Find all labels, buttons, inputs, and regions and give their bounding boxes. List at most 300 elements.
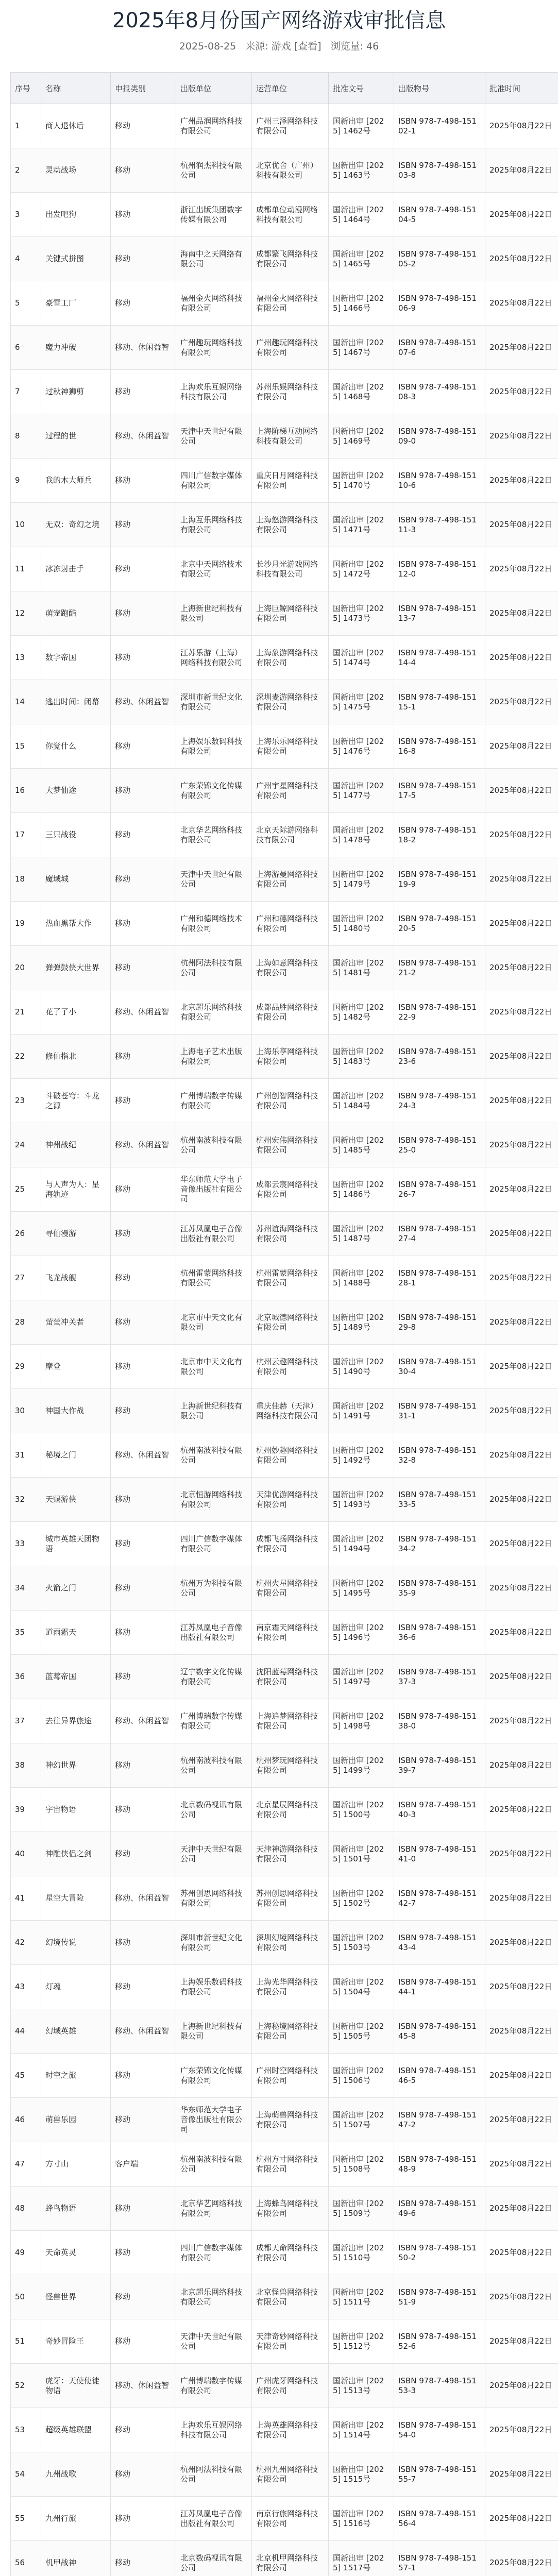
cell-publisher: 上海电子艺术出版有限公司 bbox=[176, 1035, 252, 1079]
cell-category: 移动、休闲益智 bbox=[111, 2009, 176, 2054]
cell-operator: 深圳幻境网络科技有限公司 bbox=[252, 1921, 329, 1965]
cell-publisher: 广州博瑞数字传媒有限公司 bbox=[176, 1079, 252, 1123]
cell-isbn: ISBN 978-7-498-15149-6 bbox=[394, 2187, 485, 2231]
cell-name: 三只战役 bbox=[41, 813, 111, 857]
cell-publisher: 北京恒游网络科技有限公司 bbox=[176, 1478, 252, 1522]
cell-date: 2025年08月22日 bbox=[485, 1699, 558, 1743]
cell-no: 10 bbox=[11, 503, 41, 547]
table-row bbox=[11, 1300, 558, 1345]
cell-date: 2025年08月22日 bbox=[485, 902, 558, 946]
table-row bbox=[11, 946, 558, 990]
cell-name: 秘境之门 bbox=[41, 1433, 111, 1478]
cell-category: 移动 bbox=[111, 1212, 176, 1256]
cell-approval-no: 国新出审 [2025] 1505号 bbox=[329, 2009, 394, 2054]
cell-operator: 深圳麦游网络科技有限公司 bbox=[252, 680, 329, 724]
cell-name: 宇宙物语 bbox=[41, 1788, 111, 1832]
cell-approval-no: 国新出审 [2025] 1511号 bbox=[329, 2275, 394, 2319]
cell-date: 2025年08月22日 bbox=[485, 1965, 558, 2009]
cell-approval-no: 国新出审 [2025] 1475号 bbox=[329, 680, 394, 724]
table-row bbox=[11, 370, 558, 414]
cell-approval-no: 国新出审 [2025] 1471号 bbox=[329, 503, 394, 547]
cell-operator: 北京城德网络科技有限公司 bbox=[252, 1300, 329, 1345]
cell-publisher: 北京市中天文化有限公司 bbox=[176, 1345, 252, 1389]
cell-approval-no: 国新出审 [2025] 1499号 bbox=[329, 1743, 394, 1788]
cell-category: 移动 bbox=[111, 1611, 176, 1655]
cell-no: 50 bbox=[11, 2275, 41, 2319]
cell-approval-no: 国新出审 [2025] 1479号 bbox=[329, 857, 394, 902]
cell-name: 幻境传说 bbox=[41, 1921, 111, 1965]
cell-approval-no: 国新出审 [2025] 1501号 bbox=[329, 1832, 394, 1876]
cell-category: 移动、休闲益智 bbox=[111, 990, 176, 1035]
cell-date: 2025年08月22日 bbox=[485, 2408, 558, 2452]
cell-category: 移动 bbox=[111, 1035, 176, 1079]
cell-approval-no: 国新出审 [2025] 1466号 bbox=[329, 281, 394, 326]
cell-no: 25 bbox=[11, 1167, 41, 1212]
cell-no: 23 bbox=[11, 1079, 41, 1123]
cell-isbn: ISBN 978-7-498-15138-0 bbox=[394, 1699, 485, 1743]
cell-isbn: ISBN 978-7-498-15121-2 bbox=[394, 946, 485, 990]
table-row bbox=[11, 1522, 558, 1566]
cell-date: 2025年08月22日 bbox=[485, 1300, 558, 1345]
cell-category: 移动 bbox=[111, 370, 176, 414]
cell-operator: 北京机甲网络科技有限公司 bbox=[252, 2541, 329, 2576]
table-row bbox=[11, 1212, 558, 1256]
cell-publisher: 广州品润网络科技有限公司 bbox=[176, 104, 252, 148]
cell-approval-no: 国新出审 [2025] 1489号 bbox=[329, 1300, 394, 1345]
cell-date: 2025年08月22日 bbox=[485, 1079, 558, 1123]
cell-category: 移动 bbox=[111, 1522, 176, 1566]
cell-category: 移动 bbox=[111, 1300, 176, 1345]
cell-isbn: ISBN 978-7-498-15139-7 bbox=[394, 1743, 485, 1788]
table-row bbox=[11, 1655, 558, 1699]
cell-date: 2025年08月22日 bbox=[485, 2541, 558, 2576]
cell-date: 2025年08月22日 bbox=[485, 857, 558, 902]
cell-category: 移动 bbox=[111, 503, 176, 547]
cell-isbn: ISBN 978-7-498-15133-5 bbox=[394, 1478, 485, 1522]
cell-category: 移动 bbox=[111, 2497, 176, 2541]
cell-operator: 杭州云趣网络科技有限公司 bbox=[252, 1345, 329, 1389]
table-row bbox=[11, 1566, 558, 1611]
cell-name: 萌兽乐园 bbox=[41, 2098, 111, 2142]
cell-category: 移动 bbox=[111, 1478, 176, 1522]
cell-isbn: ISBN 978-7-498-15150-2 bbox=[394, 2231, 485, 2275]
cell-operator: 上海象游网络科技有限公司 bbox=[252, 636, 329, 680]
cell-approval-no: 国新出审 [2025] 1502号 bbox=[329, 1876, 394, 1921]
cell-publisher: 海南中之天网络有限公司 bbox=[176, 237, 252, 281]
cell-operator: 广州创智网络科技有限公司 bbox=[252, 1079, 329, 1123]
cell-name: 怪兽世界 bbox=[41, 2275, 111, 2319]
table-row bbox=[11, 193, 558, 237]
cell-publisher: 辽宁数字文化传媒有限公司 bbox=[176, 1655, 252, 1699]
cell-date: 2025年08月22日 bbox=[485, 946, 558, 990]
cell-approval-no: 国新出审 [2025] 1516号 bbox=[329, 2497, 394, 2541]
table-row bbox=[11, 1699, 558, 1743]
cell-category: 移动 bbox=[111, 2541, 176, 2576]
cell-name: 逃出时间：闭幕 bbox=[41, 680, 111, 724]
cell-category: 移动 bbox=[111, 1079, 176, 1123]
cell-no: 44 bbox=[11, 2009, 41, 2054]
table-row bbox=[11, 2408, 558, 2452]
cell-approval-no: 国新出审 [2025] 1493号 bbox=[329, 1478, 394, 1522]
cell-name: 你觉什么 bbox=[41, 724, 111, 769]
cell-category: 移动 bbox=[111, 1389, 176, 1433]
cell-approval-no: 国新出审 [2025] 1507号 bbox=[329, 2098, 394, 2142]
cell-approval-no: 国新出审 [2025] 1467号 bbox=[329, 326, 394, 370]
cell-publisher: 北京数码视讯有限公司 bbox=[176, 1788, 252, 1832]
table-row bbox=[11, 2231, 558, 2275]
cell-date: 2025年08月22日 bbox=[485, 2142, 558, 2187]
cell-category: 移动 bbox=[111, 459, 176, 503]
cell-date: 2025年08月22日 bbox=[485, 591, 558, 636]
cell-name: 神幻世界 bbox=[41, 1743, 111, 1788]
cell-name: 摩登 bbox=[41, 1345, 111, 1389]
cell-date: 2025年08月22日 bbox=[485, 769, 558, 813]
cell-name: 火箭之门 bbox=[41, 1566, 111, 1611]
cell-operator: 上海游曼网络科技有限公司 bbox=[252, 857, 329, 902]
cell-category: 移动 bbox=[111, 2408, 176, 2452]
cell-isbn: ISBN 978-7-498-15140-3 bbox=[394, 1788, 485, 1832]
cell-name: 修仙指北 bbox=[41, 1035, 111, 1079]
cell-operator: 天津优游网络科技有限公司 bbox=[252, 1478, 329, 1522]
cell-approval-no: 国新出审 [2025] 1482号 bbox=[329, 990, 394, 1035]
cell-no: 26 bbox=[11, 1212, 41, 1256]
table-row bbox=[11, 503, 558, 547]
cell-category: 移动、休闲益智 bbox=[111, 1876, 176, 1921]
cell-publisher: 四川广信数字媒体有限公司 bbox=[176, 2231, 252, 2275]
cell-category: 移动、休闲益智 bbox=[111, 1433, 176, 1478]
cell-approval-no: 国新出审 [2025] 1494号 bbox=[329, 1522, 394, 1566]
cell-approval-no: 国新出审 [2025] 1465号 bbox=[329, 237, 394, 281]
cell-category: 移动 bbox=[111, 813, 176, 857]
table-row bbox=[11, 2054, 558, 2098]
page-title: 2025年8月份国产网络游戏审批信息 bbox=[112, 9, 446, 32]
cell-no: 45 bbox=[11, 2054, 41, 2098]
table-row bbox=[11, 1788, 558, 1832]
cell-no: 49 bbox=[11, 2231, 41, 2275]
cell-date: 2025年08月22日 bbox=[485, 1832, 558, 1876]
cell-no: 33 bbox=[11, 1522, 41, 1566]
cell-category: 移动 bbox=[111, 591, 176, 636]
cell-no: 7 bbox=[11, 370, 41, 414]
cell-isbn: ISBN 978-7-498-15136-6 bbox=[394, 1611, 485, 1655]
cell-approval-no: 国新出审 [2025] 1512号 bbox=[329, 2319, 394, 2364]
cell-no: 24 bbox=[11, 1123, 41, 1167]
cell-date: 2025年08月22日 bbox=[485, 326, 558, 370]
table-row bbox=[11, 1079, 558, 1123]
cell-category: 移动、休闲益智 bbox=[111, 1123, 176, 1167]
table-row bbox=[11, 769, 558, 813]
cell-publisher: 北京华艺网络科技有限公司 bbox=[176, 813, 252, 857]
table-row bbox=[11, 2098, 558, 2142]
cell-isbn: ISBN 978-7-498-15137-3 bbox=[394, 1655, 485, 1699]
cell-name: 蜂鸟物语 bbox=[41, 2187, 111, 2231]
cell-approval-no: 国新出审 [2025] 1510号 bbox=[329, 2231, 394, 2275]
table-row bbox=[11, 326, 558, 370]
cell-no: 15 bbox=[11, 724, 41, 769]
cell-publisher: 广东荣锦文化传媒有限公司 bbox=[176, 2054, 252, 2098]
cell-name: 时空之旅 bbox=[41, 2054, 111, 2098]
cell-date: 2025年08月22日 bbox=[485, 1788, 558, 1832]
cell-name: 幻域英雄 bbox=[41, 2009, 111, 2054]
cell-approval-no: 国新出审 [2025] 1469号 bbox=[329, 414, 394, 459]
table-row bbox=[11, 2187, 558, 2231]
cell-isbn: ISBN 978-7-498-15155-7 bbox=[394, 2452, 485, 2497]
cell-date: 2025年08月22日 bbox=[485, 547, 558, 591]
col-header-category: 申报类别 bbox=[111, 73, 176, 104]
cell-no: 29 bbox=[11, 1345, 41, 1389]
cell-date: 2025年08月22日 bbox=[485, 281, 558, 326]
cell-approval-no: 国新出审 [2025] 1476号 bbox=[329, 724, 394, 769]
cell-date: 2025年08月22日 bbox=[485, 104, 558, 148]
table-row bbox=[11, 1921, 558, 1965]
cell-approval-no: 国新出审 [2025] 1496号 bbox=[329, 1611, 394, 1655]
cell-no: 9 bbox=[11, 459, 41, 503]
cell-approval-no: 国新出审 [2025] 1487号 bbox=[329, 1212, 394, 1256]
cell-publisher: 广州和德网络技术有限公司 bbox=[176, 902, 252, 946]
publish-date: 2025-08-25 bbox=[179, 41, 236, 52]
cell-date: 2025年08月22日 bbox=[485, 2231, 558, 2275]
cell-publisher: 北京中天网络技术有限公司 bbox=[176, 547, 252, 591]
cell-category: 移动 bbox=[111, 2452, 176, 2497]
cell-operator: 上海英雄网络科技有限公司 bbox=[252, 2408, 329, 2452]
cell-isbn: ISBN 978-7-498-15147-2 bbox=[394, 2098, 485, 2142]
cell-approval-no: 国新出审 [2025] 1515号 bbox=[329, 2452, 394, 2497]
cell-isbn: ISBN 978-7-498-15113-7 bbox=[394, 591, 485, 636]
cell-no: 8 bbox=[11, 414, 41, 459]
cell-name: 萌宠跑酷 bbox=[41, 591, 111, 636]
cell-approval-no: 国新出审 [2025] 1468号 bbox=[329, 370, 394, 414]
cell-name: 弹弹鼓侠大世界 bbox=[41, 946, 111, 990]
table-row bbox=[11, 990, 558, 1035]
cell-operator: 上海乐乐网络科技有限公司 bbox=[252, 724, 329, 769]
cell-no: 20 bbox=[11, 946, 41, 990]
cell-approval-no: 国新出审 [2025] 1514号 bbox=[329, 2408, 394, 2452]
cell-name: 九州行旅 bbox=[41, 2497, 111, 2541]
cell-name: 寻仙漫游 bbox=[41, 1212, 111, 1256]
cell-approval-no: 国新出审 [2025] 1473号 bbox=[329, 591, 394, 636]
cell-publisher: 杭州阿法科技有限公司 bbox=[176, 2452, 252, 2497]
cell-name: 蓝莓帝国 bbox=[41, 1655, 111, 1699]
cell-category: 移动 bbox=[111, 902, 176, 946]
cell-category: 移动 bbox=[111, 2054, 176, 2098]
table-row bbox=[11, 1345, 558, 1389]
table-row bbox=[11, 148, 558, 193]
cell-category: 移动 bbox=[111, 104, 176, 148]
cell-category: 移动 bbox=[111, 724, 176, 769]
cell-no: 52 bbox=[11, 2364, 41, 2408]
source-link[interactable]: 来源: 游戏 [查看] bbox=[245, 41, 322, 52]
cell-isbn: ISBN 978-7-498-15124-3 bbox=[394, 1079, 485, 1123]
cell-approval-no: 国新出审 [2025] 1470号 bbox=[329, 459, 394, 503]
cell-date: 2025年08月22日 bbox=[485, 1655, 558, 1699]
table-row bbox=[11, 724, 558, 769]
cell-name: 城市英雄天团物语 bbox=[41, 1522, 111, 1566]
cell-publisher: 天津中天世纪有限公司 bbox=[176, 857, 252, 902]
table-row bbox=[11, 813, 558, 857]
cell-date: 2025年08月22日 bbox=[485, 990, 558, 1035]
cell-isbn: ISBN 978-7-498-15152-6 bbox=[394, 2319, 485, 2364]
cell-isbn: ISBN 978-7-498-15117-5 bbox=[394, 769, 485, 813]
cell-approval-no: 国新出审 [2025] 1463号 bbox=[329, 148, 394, 193]
cell-category: 移动 bbox=[111, 1832, 176, 1876]
cell-name: 超级英雄联盟 bbox=[41, 2408, 111, 2452]
cell-isbn: ISBN 978-7-498-15148-9 bbox=[394, 2142, 485, 2187]
cell-isbn: ISBN 978-7-498-15120-5 bbox=[394, 902, 485, 946]
cell-operator: 天津神游网络科技有限公司 bbox=[252, 1832, 329, 1876]
table-row bbox=[11, 1167, 558, 1212]
cell-isbn: ISBN 978-7-498-15128-1 bbox=[394, 1256, 485, 1300]
cell-approval-no: 国新出审 [2025] 1486号 bbox=[329, 1167, 394, 1212]
cell-operator: 广州时空网络科技有限公司 bbox=[252, 2054, 329, 2098]
cell-date: 2025年08月22日 bbox=[485, 1522, 558, 1566]
cell-isbn: ISBN 978-7-498-15112-0 bbox=[394, 547, 485, 591]
cell-isbn: ISBN 978-7-498-15134-2 bbox=[394, 1522, 485, 1566]
table-row bbox=[11, 547, 558, 591]
cell-isbn: ISBN 978-7-498-15130-4 bbox=[394, 1345, 485, 1389]
cell-publisher: 北京超乐网络科技有限公司 bbox=[176, 2275, 252, 2319]
cell-publisher: 江苏乐游（上海）网络科技有限公司 bbox=[176, 636, 252, 680]
table-row bbox=[11, 591, 558, 636]
cell-approval-no: 国新出审 [2025] 1464号 bbox=[329, 193, 394, 237]
cell-isbn: ISBN 978-7-498-15105-2 bbox=[394, 237, 485, 281]
cell-no: 53 bbox=[11, 2408, 41, 2452]
cell-approval-no: 国新出审 [2025] 1492号 bbox=[329, 1433, 394, 1478]
cell-operator: 广州和德网络科技有限公司 bbox=[252, 902, 329, 946]
cell-date: 2025年08月22日 bbox=[485, 237, 558, 281]
cell-name: 花了了小 bbox=[41, 990, 111, 1035]
cell-category: 移动 bbox=[111, 1167, 176, 1212]
cell-name: 神国大作战 bbox=[41, 1389, 111, 1433]
cell-publisher: 福州金火网络科技有限公司 bbox=[176, 281, 252, 326]
cell-date: 2025年08月22日 bbox=[485, 813, 558, 857]
cell-operator: 北京天际游网络科技有限公司 bbox=[252, 813, 329, 857]
table-row bbox=[11, 2319, 558, 2364]
cell-date: 2025年08月22日 bbox=[485, 1921, 558, 1965]
cell-approval-no: 国新出审 [2025] 1508号 bbox=[329, 2142, 394, 2187]
cell-isbn: ISBN 978-7-498-15143-4 bbox=[394, 1921, 485, 1965]
cell-name: 去往异界旅途 bbox=[41, 1699, 111, 1743]
cell-category: 移动 bbox=[111, 1965, 176, 2009]
cell-isbn: ISBN 978-7-498-15151-9 bbox=[394, 2275, 485, 2319]
cell-name: 灯魂 bbox=[41, 1965, 111, 2009]
table-row bbox=[11, 2364, 558, 2408]
cell-name: 热血黑帮大作 bbox=[41, 902, 111, 946]
cell-date: 2025年08月22日 bbox=[485, 2054, 558, 2098]
cell-approval-no: 国新出审 [2025] 1478号 bbox=[329, 813, 394, 857]
cell-publisher: 上海新世纪科技有限公司 bbox=[176, 591, 252, 636]
table-row bbox=[11, 459, 558, 503]
cell-publisher: 广州博瑞数字传媒有限公司 bbox=[176, 2364, 252, 2408]
cell-name: 斗破苍穹：斗龙之源 bbox=[41, 1079, 111, 1123]
cell-date: 2025年08月22日 bbox=[485, 1256, 558, 1300]
cell-isbn: ISBN 978-7-498-15104-5 bbox=[394, 193, 485, 237]
cell-publisher: 杭州阿法科技有限公司 bbox=[176, 946, 252, 990]
cell-no: 21 bbox=[11, 990, 41, 1035]
cell-category: 移动、休闲益智 bbox=[111, 680, 176, 724]
cell-date: 2025年08月22日 bbox=[485, 2319, 558, 2364]
article-meta bbox=[0, 36, 558, 57]
cell-isbn: ISBN 978-7-498-15153-3 bbox=[394, 2364, 485, 2408]
cell-no: 38 bbox=[11, 1743, 41, 1788]
cell-approval-no: 国新出审 [2025] 1483号 bbox=[329, 1035, 394, 1079]
cell-name: 过秋神狮剪 bbox=[41, 370, 111, 414]
cell-isbn: ISBN 978-7-498-15123-6 bbox=[394, 1035, 485, 1079]
cell-no: 43 bbox=[11, 1965, 41, 2009]
cell-date: 2025年08月22日 bbox=[485, 1389, 558, 1433]
table-body bbox=[11, 104, 558, 2576]
cell-approval-no: 国新出审 [2025] 1488号 bbox=[329, 1256, 394, 1300]
cell-name: 与人声为人：星海轨迹 bbox=[41, 1167, 111, 1212]
cell-operator: 苏州谊海网络科技有限公司 bbox=[252, 1212, 329, 1256]
cell-no: 47 bbox=[11, 2142, 41, 2187]
cell-isbn: ISBN 978-7-498-15109-0 bbox=[394, 414, 485, 459]
cell-name: 冰冻射击手 bbox=[41, 547, 111, 591]
table-row bbox=[11, 1876, 558, 1921]
table-row bbox=[11, 2541, 558, 2576]
cell-publisher: 杭州万为科技有限公司 bbox=[176, 1566, 252, 1611]
cell-publisher: 杭州南波科技有限公司 bbox=[176, 1123, 252, 1167]
cell-operator: 杭州妙趣网络科技有限公司 bbox=[252, 1433, 329, 1478]
cell-approval-no: 国新出审 [2025] 1504号 bbox=[329, 1965, 394, 2009]
cell-date: 2025年08月22日 bbox=[485, 1566, 558, 1611]
cell-name: 灵动战场 bbox=[41, 148, 111, 193]
cell-category: 移动 bbox=[111, 769, 176, 813]
cell-isbn: ISBN 978-7-498-15119-9 bbox=[394, 857, 485, 902]
cell-no: 3 bbox=[11, 193, 41, 237]
cell-name: 大梦仙途 bbox=[41, 769, 111, 813]
cell-operator: 成都飞扬网络科技有限公司 bbox=[252, 1522, 329, 1566]
cell-operator: 北京怪兽网络科技有限公司 bbox=[252, 2275, 329, 2319]
cell-operator: 上海蜂鸟网络科技有限公司 bbox=[252, 2187, 329, 2231]
cell-operator: 杭州梦玩网络科技有限公司 bbox=[252, 1743, 329, 1788]
cell-no: 19 bbox=[11, 902, 41, 946]
cell-no: 46 bbox=[11, 2098, 41, 2142]
cell-approval-no: 国新出审 [2025] 1498号 bbox=[329, 1699, 394, 1743]
cell-date: 2025年08月22日 bbox=[485, 148, 558, 193]
table-row bbox=[11, 2497, 558, 2541]
cell-operator: 重庆佳赫（天津）网络科技有限公司 bbox=[252, 1389, 329, 1433]
cell-category: 移动 bbox=[111, 1345, 176, 1389]
cell-name: 魔力冲破 bbox=[41, 326, 111, 370]
cell-isbn: ISBN 978-7-498-15146-5 bbox=[394, 2054, 485, 2098]
cell-category: 客户端 bbox=[111, 2142, 176, 2187]
cell-no: 2 bbox=[11, 148, 41, 193]
table-row bbox=[11, 2009, 558, 2054]
cell-no: 17 bbox=[11, 813, 41, 857]
col-header-operator: 运营单位 bbox=[252, 73, 329, 104]
cell-date: 2025年08月22日 bbox=[485, 1433, 558, 1478]
cell-category: 移动 bbox=[111, 2231, 176, 2275]
cell-approval-no: 国新出审 [2025] 1474号 bbox=[329, 636, 394, 680]
cell-name: 商人退休后 bbox=[41, 104, 111, 148]
cell-isbn: ISBN 978-7-498-15125-0 bbox=[394, 1123, 485, 1167]
cell-no: 35 bbox=[11, 1611, 41, 1655]
cell-category: 移动 bbox=[111, 1743, 176, 1788]
cell-name: 天命英灵 bbox=[41, 2231, 111, 2275]
table-row bbox=[11, 1965, 558, 2009]
cell-no: 6 bbox=[11, 326, 41, 370]
cell-category: 移动 bbox=[111, 1655, 176, 1699]
cell-name: 豪雪工厂 bbox=[41, 281, 111, 326]
cell-category: 移动 bbox=[111, 281, 176, 326]
cell-publisher: 杭州雷蒙网络科技有限公司 bbox=[176, 1256, 252, 1300]
cell-publisher: 广州趣玩网络科技有限公司 bbox=[176, 326, 252, 370]
cell-no: 51 bbox=[11, 2319, 41, 2364]
cell-operator: 上海乐享网络科技有限公司 bbox=[252, 1035, 329, 1079]
cell-no: 55 bbox=[11, 2497, 41, 2541]
cell-publisher: 江苏凤凰电子音像出版社有限公司 bbox=[176, 1611, 252, 1655]
cell-publisher: 四川广信数字媒体有限公司 bbox=[176, 459, 252, 503]
